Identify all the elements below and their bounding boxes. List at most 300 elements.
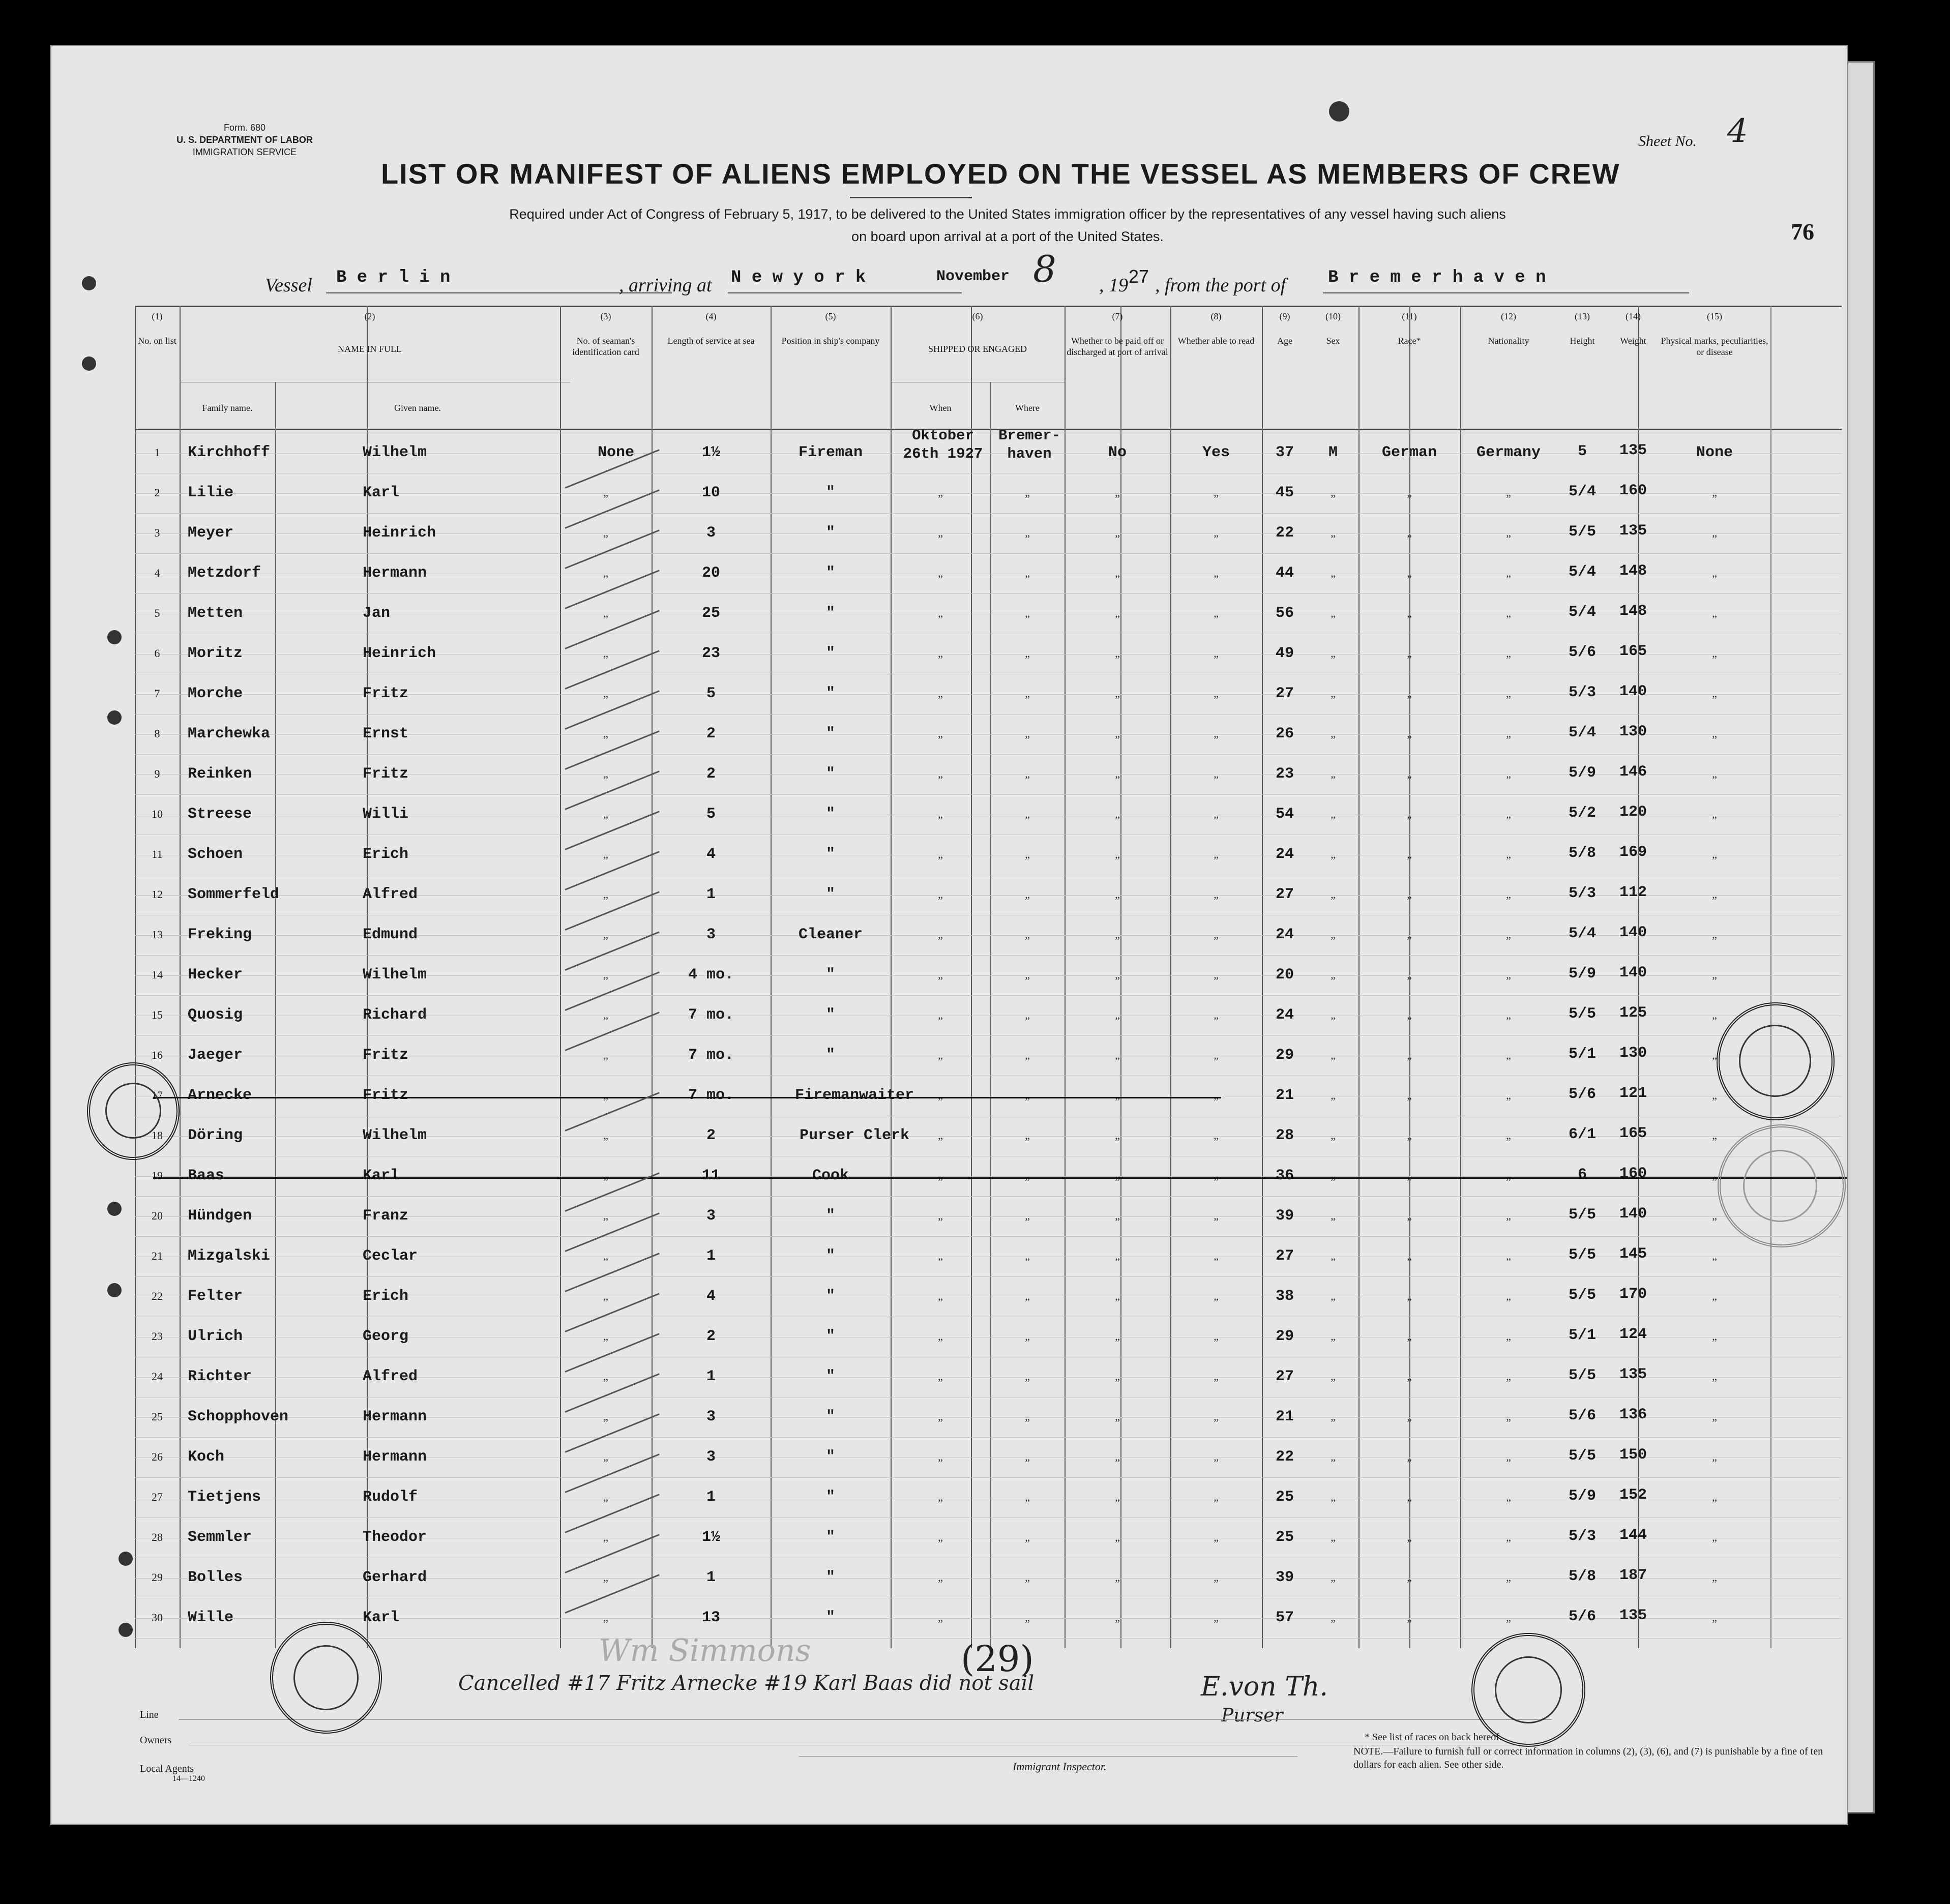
ditto-mark: „ [1506,1250,1511,1262]
ditto-mark: „ [603,928,608,941]
departure-port: B r e m e r h a v e n [1328,268,1546,287]
ditto-mark: „ [1407,767,1412,780]
family-name: Ulrich [188,1328,243,1345]
vessel-label: Vessel [265,275,312,296]
column-number: (14) [1626,311,1641,321]
ruled-line [135,1477,1842,1478]
ditto-mark: „ [1506,1049,1511,1061]
given-name: Karl [363,1167,400,1184]
ditto-mark: " [825,806,835,823]
ruled-line [135,1035,1842,1036]
ditto-mark: „ [1407,1611,1412,1624]
ditto-mark: „ [1506,767,1511,780]
ditto-mark: „ [1214,567,1219,579]
ditto-mark: „ [1214,928,1219,941]
ditto-mark: „ [1712,1330,1717,1343]
ditto-mark: „ [603,1531,608,1543]
ditto-mark: „ [1407,526,1412,539]
service-length: 1 [706,886,716,903]
weight-value: 169 [1619,844,1647,861]
ditto-mark: „ [1712,607,1717,619]
ditto-mark: „ [603,1611,608,1624]
height-value: 6/1 [1568,1126,1596,1143]
given-name: Georg [363,1328,409,1345]
family-name: Arnecke [188,1087,252,1104]
ditto-mark: „ [1025,848,1030,860]
service-length: 23 [701,645,720,662]
age-value: 27 [1275,1247,1294,1265]
ditto-mark: „ [1115,727,1120,740]
ditto-mark: „ [1115,1491,1120,1503]
ditto-mark: " [825,1288,835,1305]
ditto-mark: „ [603,647,608,660]
height-value: 5/8 [1568,1568,1596,1585]
ditto-mark: „ [938,1008,943,1021]
family-name: Streese [188,806,252,823]
ditto-mark: „ [603,1370,608,1383]
weight-value: 187 [1619,1567,1647,1584]
row-number: 20 [152,1209,163,1222]
row-number: 29 [152,1571,163,1584]
age-value: 28 [1275,1127,1294,1144]
age-value: 27 [1275,1368,1294,1385]
ditto-mark: „ [938,848,943,860]
ditto-mark: „ [1407,1129,1412,1142]
ditto-mark: „ [1712,647,1717,660]
height-value: 5/5 [1568,1287,1596,1304]
year-prefix: , 19 [1099,275,1128,296]
purser-title: Purser [1221,1705,1283,1726]
family-name: Kirchhoff [188,444,271,461]
ditto-mark: " [825,1489,835,1506]
ditto-mark: „ [1407,1008,1412,1021]
owners-label: Owners [140,1735,172,1746]
column-header: Height [1570,336,1595,346]
weight-value: 135 [1619,442,1647,459]
marks-value: None [1696,444,1733,461]
ditto-mark: „ [1214,1089,1219,1102]
family-name: Schoen [188,846,243,863]
service-length: 1 [706,1569,716,1586]
ditto-mark: „ [1214,607,1219,619]
weight-value: 112 [1619,884,1647,901]
ditto-mark: „ [1712,1209,1717,1222]
ditto-mark: „ [1331,486,1336,499]
ditto-mark: „ [1331,767,1336,780]
ditto-mark: " [825,1328,835,1345]
arriving-port: N e w y o r k [731,268,866,287]
age-value: 39 [1275,1207,1294,1225]
manifest-page [50,45,1848,1825]
ditto-mark: „ [1025,1008,1030,1021]
family-name: Lilie [188,484,234,501]
ditto-mark: „ [1214,1571,1219,1584]
ditto-mark: „ [1025,808,1030,820]
ditto-mark: „ [1506,647,1511,660]
age-value: 22 [1275,524,1294,542]
ditto-mark: „ [603,687,608,700]
inspector-underline [799,1756,1297,1757]
ditto-mark: „ [1115,968,1120,981]
ditto-mark: „ [938,1049,943,1061]
ditto-mark: " [825,1569,835,1586]
ditto-mark: „ [1407,968,1412,981]
crew-count: (29) [961,1638,1034,1680]
ditto-mark: „ [1506,1491,1511,1503]
penalty-note: NOTE.—Failure to furnish full or correct information in columns (2), (3), (6), and (7) is punishable by a fine of ten dollars for each alien. See other side. [1353,1746,1823,1770]
table-top-rule [135,306,1842,307]
family-name: Reinken [188,765,252,783]
ditto-mark: „ [1025,1491,1030,1503]
ditto-mark: „ [1712,1491,1717,1503]
column-number: (4) [705,311,717,321]
height-value: 5/3 [1568,684,1596,701]
family-name: Metten [188,605,243,622]
ditto-mark: „ [1331,1611,1336,1624]
ditto-mark: „ [1214,1531,1219,1543]
punch-hole [82,356,96,371]
service-length: 11 [701,1167,720,1184]
ditto-mark: „ [1115,1049,1120,1061]
ditto-mark: „ [1712,1169,1717,1182]
row-number: 26 [152,1450,163,1463]
ditto-mark: „ [1712,1290,1717,1302]
ditto-mark: „ [1214,968,1219,981]
row-number: 10 [152,808,163,820]
service-length: 1 [706,1247,716,1265]
ditto-mark: „ [1712,1531,1717,1543]
page-number: 76 [1791,219,1814,245]
given-name: Jan [363,605,391,622]
ditto-mark: „ [1025,687,1030,700]
ditto-mark: „ [1407,1491,1412,1503]
ditto-mark: „ [1214,1209,1219,1222]
ruled-line [135,955,1842,956]
ditto-mark: „ [1025,1531,1030,1543]
paid-off-value: No [1108,444,1127,461]
height-value: 5/8 [1568,845,1596,862]
ditto-mark: „ [1115,607,1120,619]
weight-value: 144 [1619,1527,1647,1544]
age-value: 44 [1275,564,1294,582]
family-name: Döring [188,1127,243,1144]
ditto-mark: „ [1407,808,1412,820]
ditto-mark: „ [1407,1571,1412,1584]
ditto-mark: „ [1214,888,1219,901]
ditto-mark: „ [1115,1290,1120,1302]
row-number: 7 [154,687,160,700]
ditto-mark: „ [1115,1611,1120,1624]
ditto-mark: „ [1506,687,1511,700]
ditto-mark: " [825,605,835,622]
service-length: 3 [706,1408,716,1425]
given-name: Fritz [363,1047,409,1064]
ditto-mark: „ [1115,1410,1120,1423]
ditto-mark: " [825,1247,835,1265]
column-number: (13) [1575,311,1590,321]
ditto-mark: „ [1506,848,1511,860]
ditto-mark: „ [1506,808,1511,820]
service-length: 25 [701,605,720,622]
weight-value: 148 [1619,562,1647,580]
ditto-mark: „ [603,1290,608,1302]
column-number: (12) [1501,311,1516,321]
port-underline [1323,292,1689,293]
column-header: No. of seaman's identification card [572,336,639,357]
column-header: Length of service at sea [667,336,755,346]
ditto-mark: „ [1407,1089,1412,1102]
family-name: Jaeger [188,1047,243,1064]
row-number: 30 [152,1611,163,1624]
ditto-mark: " [825,524,835,542]
weight-value: 125 [1619,1004,1647,1022]
row-number: 2 [154,486,160,499]
ditto-mark: „ [1115,647,1120,660]
ditto-mark: „ [1115,1129,1120,1142]
form-line-1: Form. 680 [223,123,266,133]
family-name: Freking [188,926,252,943]
shipped-when: Oktober 26th 1927 [903,427,983,462]
ditto-mark: „ [603,1209,608,1222]
ditto-mark: „ [1407,486,1412,499]
ditto-mark: „ [1025,1250,1030,1262]
ditto-mark: „ [1712,1571,1717,1584]
ditto-mark: " [825,685,835,702]
service-length: 1½ [701,444,720,461]
ditto-mark: " [825,484,835,501]
height-value: 5/5 [1568,1367,1596,1384]
column-header: Age [1277,336,1292,346]
punch-hole [107,1283,122,1297]
position-value: Cleaner [798,926,863,943]
column-header: Sex [1326,336,1340,346]
ditto-mark: „ [1407,888,1412,901]
officer-signature: Wm Simmons [599,1633,811,1669]
ditto-mark: " [825,725,835,742]
column-number: (11) [1402,311,1417,321]
ruled-line [135,1196,1842,1197]
ditto-mark: „ [1115,526,1120,539]
weight-value: 140 [1619,1205,1647,1223]
title-rule [850,197,972,198]
ditto-mark: „ [1115,928,1120,941]
ditto-mark: „ [1407,1531,1412,1543]
ditto-mark: „ [1407,1250,1412,1262]
given-name: Erich [363,846,409,863]
ditto-mark: „ [1506,607,1511,619]
given-name: Theodor [363,1529,427,1546]
ditto-mark: „ [1115,567,1120,579]
column-header: Physical marks, peculiarities, or disease [1661,336,1768,357]
punch-hole [107,1202,122,1216]
ditto-mark: „ [1331,1531,1336,1543]
ditto-mark: „ [1712,1089,1717,1102]
service-length: 7 mo. [688,1047,734,1064]
given-name: Hermann [363,564,427,582]
ditto-mark: „ [938,526,943,539]
ditto-mark: „ [1712,1049,1717,1061]
height-value: 5/6 [1568,1086,1596,1103]
ditto-mark: „ [603,486,608,499]
ruled-line [135,1437,1842,1438]
row-number: 21 [152,1250,163,1262]
family-name: Hündgen [188,1207,252,1225]
age-value: 24 [1275,846,1294,863]
column-header: No. on list [138,336,176,346]
ditto-mark: „ [1214,1370,1219,1383]
ditto-mark: „ [1115,1008,1120,1021]
ditto-mark: „ [1506,1571,1511,1584]
ditto-mark: „ [1331,567,1336,579]
family-name: Schopphoven [188,1408,289,1425]
ditto-mark: „ [1506,567,1511,579]
arriving-underline [728,292,962,293]
given-name: Wilhelm [363,1127,427,1144]
column-header: Whether to be paid off or discharged at port of arrival [1067,336,1168,357]
ditto-mark: „ [1025,526,1030,539]
service-length: 13 [701,1609,720,1626]
height-value: 5/6 [1568,1608,1596,1625]
row-number: 24 [152,1370,163,1383]
arrival-year: 27 [1129,266,1149,287]
family-name: Tietjens [188,1489,261,1506]
ditto-mark: „ [1407,727,1412,740]
weight-value: 146 [1619,763,1647,781]
age-value: 23 [1275,765,1294,783]
ditto-mark: „ [1712,1450,1717,1463]
ruled-line [135,794,1842,795]
ditto-mark: „ [1331,808,1336,820]
age-value: 29 [1275,1328,1294,1345]
age-value: 22 [1275,1448,1294,1466]
age-value: 36 [1275,1167,1294,1184]
given-name: Franz [363,1207,409,1225]
row-number: 6 [154,647,160,660]
consulate-seal-bremerhaven [1718,1124,1846,1247]
row-number: 15 [152,1008,163,1021]
service-length: 1 [706,1368,716,1385]
service-length: 7 mo. [688,1087,734,1104]
row-number: 23 [152,1330,163,1343]
vessel-name: B e r l i n [336,268,451,287]
ditto-mark: „ [1331,1370,1336,1383]
ditto-mark: „ [1025,1049,1030,1061]
height-value: 5/9 [1568,764,1596,782]
row-number: 17 [152,1089,163,1102]
column-number: (3) [600,311,611,321]
ditto-mark: " [825,564,835,582]
when-subheader: When [929,403,952,413]
ditto-mark: „ [1025,1089,1030,1102]
family-name: Bolles [188,1569,243,1586]
ditto-mark: „ [1712,767,1717,780]
ditto-mark: „ [1214,647,1219,660]
where-subheader: Where [1015,403,1040,413]
column-number: (2) [364,311,375,321]
ditto-mark: „ [603,1330,608,1343]
weight-value: 150 [1619,1446,1647,1464]
height-value: 5/3 [1568,885,1596,902]
ditto-mark: „ [938,808,943,820]
ditto-mark: „ [1331,1008,1336,1021]
ditto-mark: „ [1331,687,1336,700]
ditto-mark: „ [603,767,608,780]
height-value: 5/6 [1568,644,1596,661]
age-value: 38 [1275,1288,1294,1305]
ditto-mark: „ [1407,1410,1412,1423]
service-length: 4 mo. [688,966,734,984]
age-value: 49 [1275,645,1294,662]
row-number: 28 [152,1531,163,1543]
local-agents-label: Local Agents [140,1763,194,1774]
ditto-mark: „ [1506,1330,1511,1343]
ditto-mark: " [825,886,835,903]
strike-through-line [153,1097,1221,1098]
given-name-subheader: Given name. [394,403,441,413]
ditto-mark: „ [1331,1250,1336,1262]
given-name: Edmund [363,926,418,943]
ditto-mark: „ [1407,687,1412,700]
ditto-mark: „ [938,1370,943,1383]
ditto-mark: " [825,966,835,984]
column-number: (5) [825,311,836,321]
inspector-label: Immigrant Inspector. [1013,1760,1107,1773]
service-length: 2 [706,1127,716,1144]
given-name: Willi [363,806,409,823]
service-length: 5 [706,806,716,823]
given-name: Rudolf [363,1489,418,1506]
height-value: 5/6 [1568,1407,1596,1424]
height-value: 6 [1577,1166,1587,1183]
ditto-mark: „ [1506,1410,1511,1423]
ditto-mark: „ [1115,1370,1120,1383]
age-value: 27 [1275,886,1294,903]
family-name: Metzdorf [188,564,261,582]
given-name: Hermann [363,1408,427,1425]
ditto-mark: „ [1214,526,1219,539]
service-length: 10 [701,484,720,501]
given-name: Hermann [363,1448,427,1466]
ditto-mark: „ [1331,968,1336,981]
ditto-mark: „ [938,1330,943,1343]
ditto-mark: „ [1407,647,1412,660]
ditto-mark: „ [938,1129,943,1142]
ditto-mark: „ [1506,1531,1511,1543]
line-label: Line [140,1709,159,1720]
ditto-mark: „ [938,1290,943,1302]
age-value: 57 [1275,1609,1294,1626]
row-number: 13 [152,928,163,941]
ditto-mark: „ [1506,727,1511,740]
service-length: 1 [706,1489,716,1506]
ditto-mark: " [825,765,835,783]
ditto-mark: „ [1115,1450,1120,1463]
ditto-mark: „ [938,567,943,579]
ditto-mark: „ [603,1571,608,1584]
ditto-mark: „ [938,727,943,740]
ditto-mark: „ [1712,567,1717,579]
row-number: 25 [152,1410,163,1423]
age-value: 21 [1275,1408,1294,1425]
ditto-mark: „ [1025,727,1030,740]
ditto-mark: „ [1115,1250,1120,1262]
row-number: 8 [154,727,160,740]
row-number: 12 [152,888,163,901]
page-title: LIST OR MANIFEST OF ALIENS EMPLOYED ON THE VESSEL AS MEMBERS OF CREW [381,158,1620,190]
family-name: Meyer [188,524,234,542]
ruled-line [135,754,1842,755]
ditto-mark: „ [938,1169,943,1182]
